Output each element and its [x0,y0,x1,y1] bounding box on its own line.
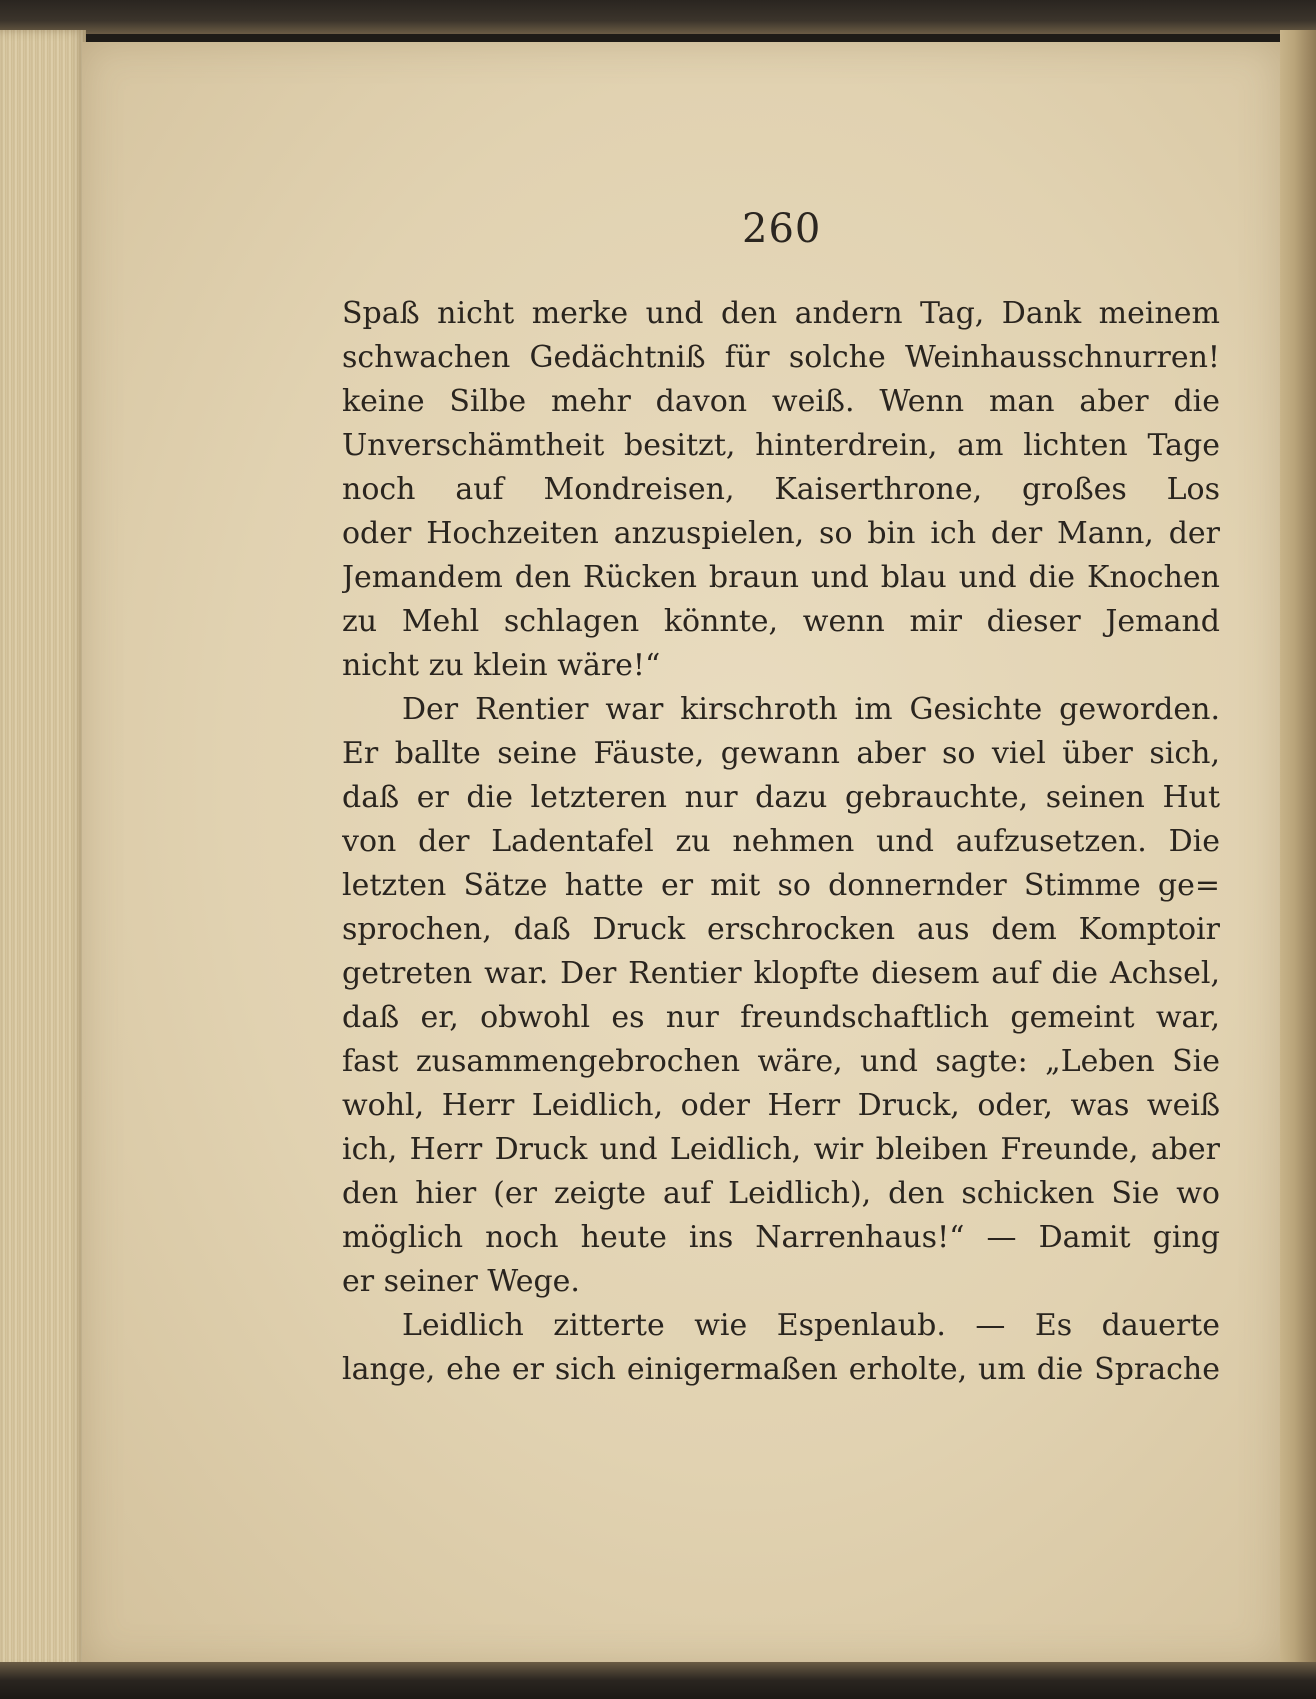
text-line: Spaß nicht merke und den andern Tag, Dank meinem [342,296,1220,331]
text-line: schwachen Gedächtniß für solche Weinhausschnurren! [342,340,1220,375]
text-line: er seiner Wege. [342,1264,580,1299]
text-line: Er ballte seine Fäuste, gewann aber so viel über sich, [342,736,1220,771]
book-top-edge [0,0,1316,34]
text-line: wohl, Herr Leidlich, oder Herr Druck, oder, was weiß [342,1088,1220,1123]
paragraph-start-line: Der Rentier war kirschroth im Gesichte geworden. [402,692,1220,727]
text-line: zu Mehl schlagen könnte, wenn mir dieser Jemand [342,604,1220,639]
body-text [342,292,1220,1392]
book-gutter [1280,30,1316,1670]
page-number: 260 [742,206,822,252]
text-line: ich, Herr Druck und Leidlich, wir bleiben Freunde, aber [342,1132,1220,1167]
text-line: nicht zu klein wäre!“ [342,648,661,683]
book-bottom-edge [0,1662,1316,1699]
text-line: letzten Sätze hatte er mit so donnernder Stimme ge= [342,868,1220,903]
text-line: noch auf Mondreisen, Kaiserthrone, großes Los [342,472,1220,507]
text-line: möglich noch heute ins Narrenhaus!“ — Damit ging [342,1220,1220,1255]
text-line: daß er, obwohl es nur freundschaftlich gemeint war, [342,1000,1220,1035]
text-line: keine Silbe mehr davon weiß. Wenn man aber die [342,384,1220,419]
page-stack-edge [0,30,86,1670]
text-line: daß er die letzteren nur dazu gebrauchte, seinen Hut [342,780,1220,815]
text-line: fast zusammengebrochen wäre, und sagte: „Leben Sie [342,1044,1220,1079]
text-line: den hier (er zeigte auf Leidlich), den schicken Sie wo [342,1176,1220,1211]
text-line: sprochen, daß Druck erschrocken aus dem Komptoir [342,912,1220,947]
paragraph-start-line: Leidlich zitterte wie Espenlaub. — Es dauerte [402,1308,1220,1343]
text-line: oder Hochzeiten anzuspielen, so bin ich der Mann, der [342,516,1220,551]
text-line: Jemandem den Rücken braun und blau und die Knochen [342,560,1220,595]
text-line: Unverschämtheit besitzt, hinterdrein, am lichten Tage [342,428,1220,463]
text-line: von der Ladentafel zu nehmen und aufzusetzen. Die [342,824,1220,859]
text-line: lange, ehe er sich einigermaßen erholte, um die Sprache [342,1352,1220,1387]
text-line: getreten war. Der Rentier klopfte diesem auf die Achsel, [342,956,1220,991]
